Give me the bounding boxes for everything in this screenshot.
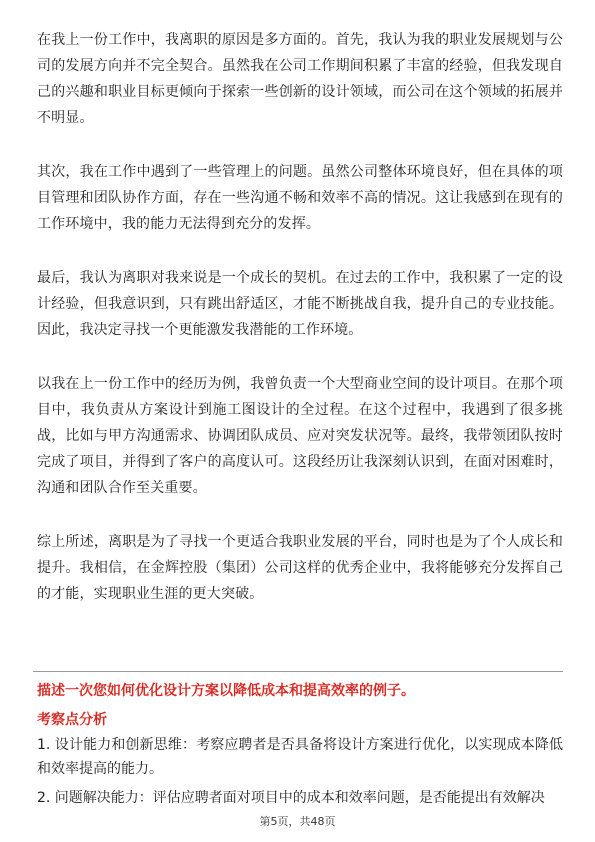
paragraph-gap bbox=[37, 501, 563, 529]
analysis-section-title: 考察点分析 bbox=[37, 712, 107, 728]
analysis-point-2: 2. 问题解决能力：评估应聘者面对项目中的成本和效率问题，是否能提出有效解决 bbox=[37, 790, 545, 806]
question-heading: 描述一次您如何优化设计方案以降低成本和提高效率的例子。 bbox=[37, 683, 415, 699]
paragraph-gap bbox=[37, 237, 563, 265]
paragraph-gap bbox=[37, 343, 563, 371]
page-number: 第5页，共48页 bbox=[259, 815, 336, 828]
paragraph-3: 最后，我认为离职对我来说是一个成长的契机。在过去的工作中，我积累了一定的设计经验，但我意识到，只有跳出舒适区，才能不断挑战自我，提升自己的专业技能。因此，我决定寻找一个更能激发我潜能的工作环境。 bbox=[37, 270, 563, 338]
answer-body bbox=[37, 27, 563, 607]
paragraph-1: 在我上一份工作中，我离职的原因是多方面的。首先，我认为我的职业发展规划与公司的发展方向并不完全契合。虽然我在公司工作期间积累了丰富的经验，但我发现自己的兴趣和职业目标更倾向于探索一些创新的设计领域，而公司在这个领域的拓展并不明显。 bbox=[37, 32, 563, 126]
paragraph-2: 其次，我在工作中遇到了一些管理上的问题。虽然公司整体环境良好，但在具体的项目管理和团队协作方面，存在一些沟通不畅和效率不高的情况。这让我感到在现有的工作环境中，我的能力无法得到充分的发挥。 bbox=[37, 164, 563, 232]
paragraph-gap bbox=[37, 131, 563, 159]
paragraph-5: 综上所述，离职是为了寻找一个更适合我职业发展的平台，同时也是为了个人成长和提升。我相信，在金辉控股（集团）公司这样的优秀企业中，我将能够充分发挥自己的才能，实现职业生涯的更大突破。 bbox=[37, 534, 563, 602]
analysis-point-1: 1. 设计能力和创新思维：考察应聘者是否具备将设计方案进行优化，以实现成本降低和效率提高的能力。 bbox=[37, 737, 563, 777]
section-divider bbox=[33, 671, 563, 672]
analysis-points bbox=[37, 733, 563, 810]
paragraph-4: 以我在上一份工作中的经历为例，我曾负责一个大型商业空间的设计项目。在那个项目中，我负责从方案设计到施工图设计的全过程。在这个过程中，我遇到了很多挑战，比如与甲方沟通需求、协调团队成员、应对突发状况等。最终，我带领团队按时完成了项目，并得到了客户的高度认可。这段经历让我深刻认识到，在面对困难时，沟通和团队合作至关重要。 bbox=[37, 376, 563, 496]
